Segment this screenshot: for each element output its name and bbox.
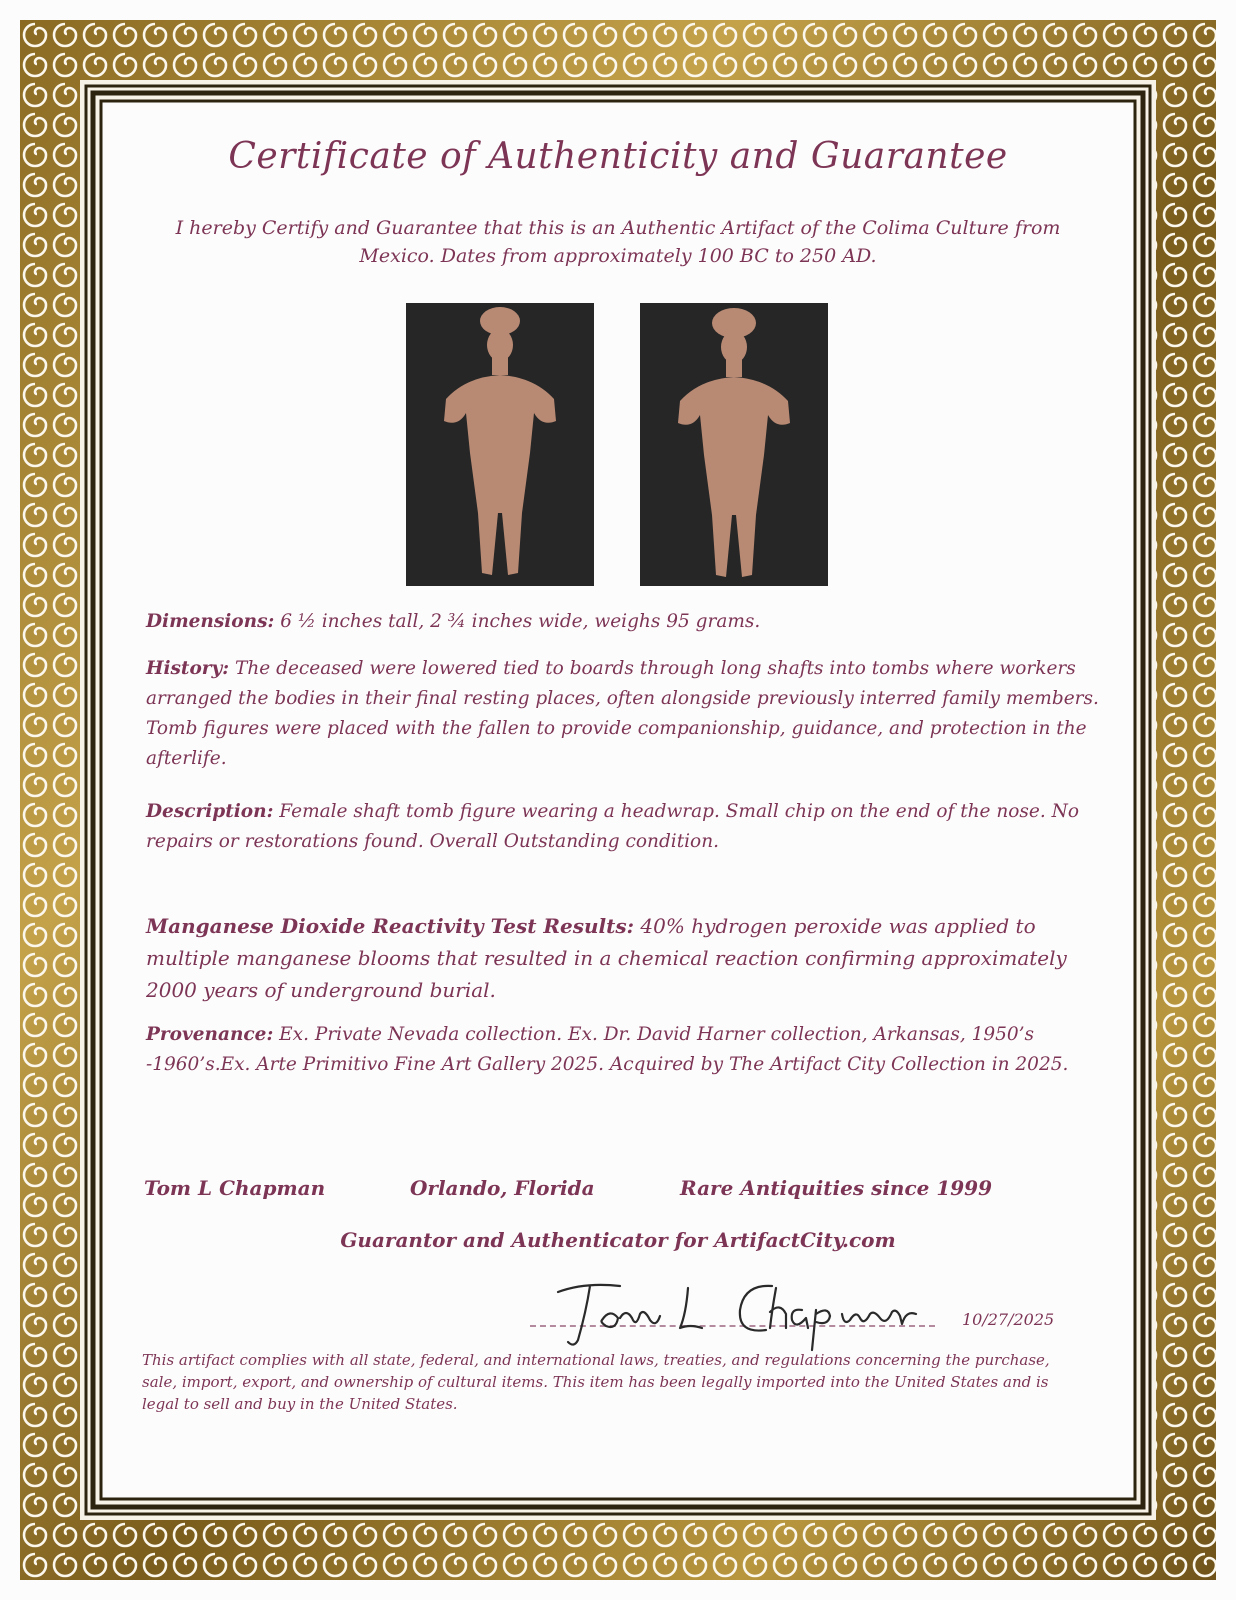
manganese-label: Manganese Dioxide Reactivity Test Results: <box>146 914 635 938</box>
provenance-text: Ex. Private Nevada collection. Ex. Dr. David Harner collection, Arkansas, 1950’s -1960’s.Ex. Arte Primitivo Fine Art Gallery 2025. Acquired by The Artifact City Collection in 2025. <box>146 1024 1069 1075</box>
signatory-name: Tom L Chapman <box>144 1176 326 1200</box>
intro-statement: I hereby Certify and Guarantee that this is an Authentic Artifact of the Colima Culture from Mexico. Dates from approximately 100 BC to 250 AD. <box>175 217 1061 267</box>
handwritten-signature <box>540 1262 940 1354</box>
artifact-photo-back <box>640 303 828 586</box>
dimensions-text: 6 ½ inches tall, 2 ¾ inches wide, weighs 95 grams. <box>280 611 761 632</box>
signatory-location: Orlando, Florida <box>410 1176 595 1200</box>
description-text: Female shaft tomb figure wearing a headwrap. Small chip on the end of the nose. No repairs or restorations found. Overall Outstanding condition. <box>146 801 1079 852</box>
signatory-since: Rare Antiquities since 1999 <box>680 1176 992 1200</box>
manganese-text: 40% hydrogen peroxide was applied to multiple manganese blooms that resulted in a chemical reaction confirming approximately 2000 years of underground burial. <box>146 914 1067 1002</box>
manganese-test-section <box>146 910 1106 1006</box>
history-section <box>146 654 1106 774</box>
history-text: The deceased were lowered tied to boards through long shafts into tombs where workers arranged the bodies in their final resting places, often alongside previously interred family members. Tomb figures were placed with the fallen to provide companionship, guidance, and protection in the afterlife. <box>146 658 1099 769</box>
description-label: Description: <box>146 801 274 822</box>
dimensions-section <box>146 607 1106 637</box>
description-section <box>146 797 1106 857</box>
artifact-photo-front <box>406 303 594 586</box>
dimensions-label: Dimensions: <box>146 611 275 632</box>
guarantor-role: Guarantor and Authenticator for ArtifactCity.com <box>340 1228 896 1252</box>
history-label: History: <box>146 658 230 679</box>
provenance-label: Provenance: <box>146 1024 274 1045</box>
legal-disclaimer: This artifact complies with all state, federal, and international laws, treaties, and regulations concerning the purchase, sale, import, export, and ownership of cultural items. This item has been legally imported into the United States and is legal to sell and buy in the United States. <box>142 1351 1050 1413</box>
provenance-section <box>146 1020 1106 1080</box>
signature-date: 10/27/2025 <box>962 1310 1055 1329</box>
certificate-title: Certificate of Authenticity and Guarantee <box>228 136 1008 177</box>
